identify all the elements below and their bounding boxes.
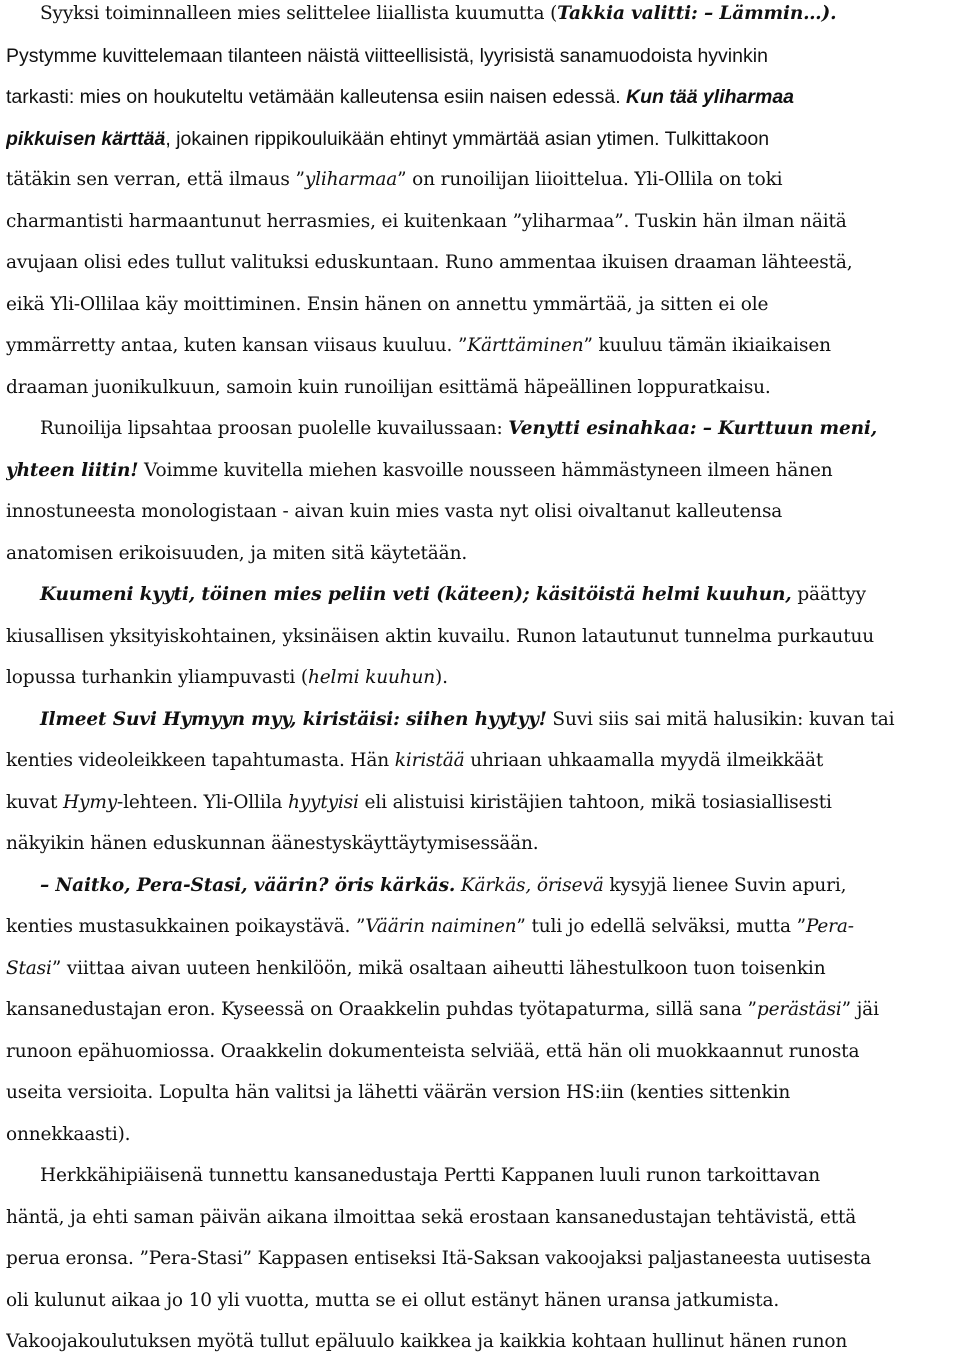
text-line [6, 251, 852, 275]
emphasis-run: Stasi [6, 958, 52, 979]
text-run: runoon epähuomiossa. Oraakkelin dokumenteista selviää, että hän oli muokkaannut runosta [6, 1041, 860, 1062]
text-line [6, 998, 879, 1022]
text-line [6, 915, 854, 939]
quoted-verse: pikkuisen kärttää [6, 128, 166, 150]
emphasis-run: hyytyisi [287, 792, 359, 813]
text-line [6, 168, 782, 192]
text-line [6, 376, 771, 400]
quoted-verse: Venytti esinahkaa: – Kurttuun meni, [508, 418, 878, 439]
text-line [40, 2, 836, 26]
text-line [6, 832, 539, 856]
text-line [6, 1040, 859, 1064]
text-line [6, 85, 794, 109]
text-run: ” on runoilijan liioittelua. Yli-Ollila on toki [397, 169, 783, 190]
emphasis-run: Hymy [63, 792, 118, 813]
text-run: useita versioita. Lopulta hän valitsi ja lähetti väärän version HS:iin (kenties sittenkin [6, 1082, 791, 1103]
text-run: ” kuuluu tämän ikiaikaisen [583, 335, 831, 356]
text-run: tätäkin sen verran, että ilmaus ” [6, 169, 305, 190]
text-run: anatomisen erikoisuuden, ja miten sitä käytetään. [6, 543, 468, 564]
quoted-verse: Takkia valitti: – Lämmin…). [557, 3, 837, 24]
text-line [6, 127, 769, 151]
document-page [6, 0, 956, 1358]
text-line [6, 334, 831, 358]
text-run: onnekkaasti). [6, 1124, 131, 1145]
quoted-verse: yhteen liitin! [6, 460, 139, 481]
text-run: ” jäi [841, 999, 879, 1020]
text-run: -lehteen. Yli-Ollila [117, 792, 288, 813]
text-line [6, 957, 825, 981]
text-line [40, 708, 894, 732]
text-line [6, 542, 467, 566]
text-line [6, 1206, 856, 1230]
emphasis-run: helmi kuuhun [307, 667, 436, 688]
text-line [40, 583, 866, 607]
text-line [6, 44, 768, 68]
quoted-verse: – Naitko, Pera-Stasi, väärin? öris kärkäs. [40, 875, 456, 896]
text-run: Pystymme kuvittelemaan tilanteen näistä viitteellisistä, lyyrisistä sanamuodoista hyvinkin [6, 45, 768, 67]
text-run: tarkasti: mies on houkuteltu vetämään kalleutensa esiin naisen edessä. [6, 86, 627, 108]
text-line [6, 791, 832, 815]
text-line [6, 749, 823, 773]
text-run: ymmärretty antaa, kuten kansan viisaus kuuluu. ” [6, 335, 468, 356]
text-run: kenties mustasukkainen poikaystävä. ” [6, 916, 366, 937]
text-line [6, 1247, 871, 1271]
quoted-verse: Kuumeni kyyti, töinen mies peliin veti (käteen); käsitöistä helmi kuuhun, [40, 584, 792, 605]
text-run: , jokainen rippikouluikään ehtinyt ymmärtää asian ytimen. Tulkittakoon [165, 128, 770, 150]
text-run: ” viittaa aivan uuteen henkilöön, mikä osaltaan aiheutti lähestulkoon tuon toisenkin [51, 958, 826, 979]
text-line [40, 1164, 820, 1188]
text-run: Vakoojakoulutuksen myötä tullut epäluulo kaikkea ja kaikkia kohtaan hullinut hänen runon [6, 1331, 848, 1352]
quoted-verse: Kun tää yliharmaa [626, 86, 795, 108]
text-run: avujaan olisi edes tullut valituksi eduskuntaan. Runo ammentaa ikuisen draaman lähteestä, [6, 252, 853, 273]
text-line [6, 210, 847, 234]
text-run: oli kulunut aikaa jo 10 yli vuotta, mutta se ei ollut estänyt hänen uransa jatkumista. [6, 1290, 780, 1311]
text-line [6, 500, 782, 524]
text-run: lopussa turhankin yliampuvasti ( [6, 667, 308, 688]
text-run: kuvat [6, 792, 64, 813]
text-run: kansanedustajan eron. Kyseessä on Oraakkelin puhdas työtapaturma, sillä sana ” [6, 999, 757, 1020]
text-run: draaman juonikulkuun, samoin kuin runoilijan esittämä häpeällinen loppuratkaisu. [6, 377, 771, 398]
text-line [6, 666, 448, 690]
text-run: kenties videoleikkeen tapahtumasta. Hän [6, 750, 395, 771]
emphasis-run: Kärkäs, örisevä [460, 875, 604, 896]
text-run: eikä Yli-Ollilaa käy moittiminen. Ensin hänen on annettu ymmärtää, ja sitten ei ole [6, 294, 769, 315]
text-run: kysyjä lienee Suvin apuri, [603, 875, 847, 896]
text-run: näkyikin hänen eduskunnan äänestyskäyttäytymisessään. [6, 833, 539, 854]
emphasis-run: Kärttäminen [467, 335, 584, 356]
text-run: häntä, ja ehti saman päivän aikana ilmoittaa sekä erostaan kansanedustajan tehtävistä, että [6, 1207, 857, 1228]
text-run: Suvi siis sai mitä halusikin: kuvan tai [546, 709, 895, 730]
text-line [6, 1330, 847, 1354]
emphasis-run: Väärin naiminen [365, 916, 517, 937]
text-line [6, 459, 833, 483]
text-run: Voimme kuvitella miehen kasvoille nousseen hämmästyneen ilmeen hänen [138, 460, 833, 481]
text-line [40, 417, 877, 441]
text-run: Syyksi toiminnalleen mies selittelee liiallista kuumutta ( [40, 3, 558, 24]
text-line [6, 293, 768, 317]
emphasis-run: Pera- [805, 916, 854, 937]
text-run: uhriaan uhkaamalla myydä ilmeikkäät [464, 750, 824, 771]
quoted-verse: Ilmeet Suvi Hymyyn myy, kiristäisi: siihen hyytyy! [40, 709, 547, 730]
text-run: perua eronsa. ”Pera-Stasi” Kappasen entiseksi Itä-Saksan vakoojaksi paljastaneesta uutisesta [6, 1248, 872, 1269]
text-run: eli alistuisi kiristäjien tahtoon, mikä tosiasiallisesti [358, 792, 832, 813]
text-run: ). [435, 667, 448, 688]
text-line [6, 1123, 130, 1147]
text-run: kiusallisen yksityiskohtainen, yksinäisen aktin kuvailu. Runon latautunut tunnelma purkautuu [6, 626, 875, 647]
text-line [6, 1081, 790, 1105]
text-line [6, 1289, 779, 1313]
text-line [40, 874, 846, 898]
text-run: charmantisti harmaantunut herrasmies, ei kuitenkaan ”yliharmaa”. Tuskin hän ilman näitä [6, 211, 847, 232]
text-run: Runoilija lipsahtaa proosan puolelle kuvailussaan: [40, 418, 509, 439]
emphasis-run: kiristää [394, 750, 465, 771]
emphasis-run: perästäsi [756, 999, 842, 1020]
emphasis-run: yliharmaa [304, 169, 398, 190]
text-run: päättyy [791, 584, 866, 605]
text-run: innostuneesta monologistaan - aivan kuin mies vasta nyt olisi oivaltanut kalleutensa [6, 501, 783, 522]
text-run: ” tuli jo edellä selväksi, mutta ” [516, 916, 806, 937]
text-line [6, 625, 874, 649]
text-run: Herkkähipiäisenä tunnettu kansanedustaja Pertti Kappanen luuli runon tarkoittavan [40, 1165, 820, 1186]
